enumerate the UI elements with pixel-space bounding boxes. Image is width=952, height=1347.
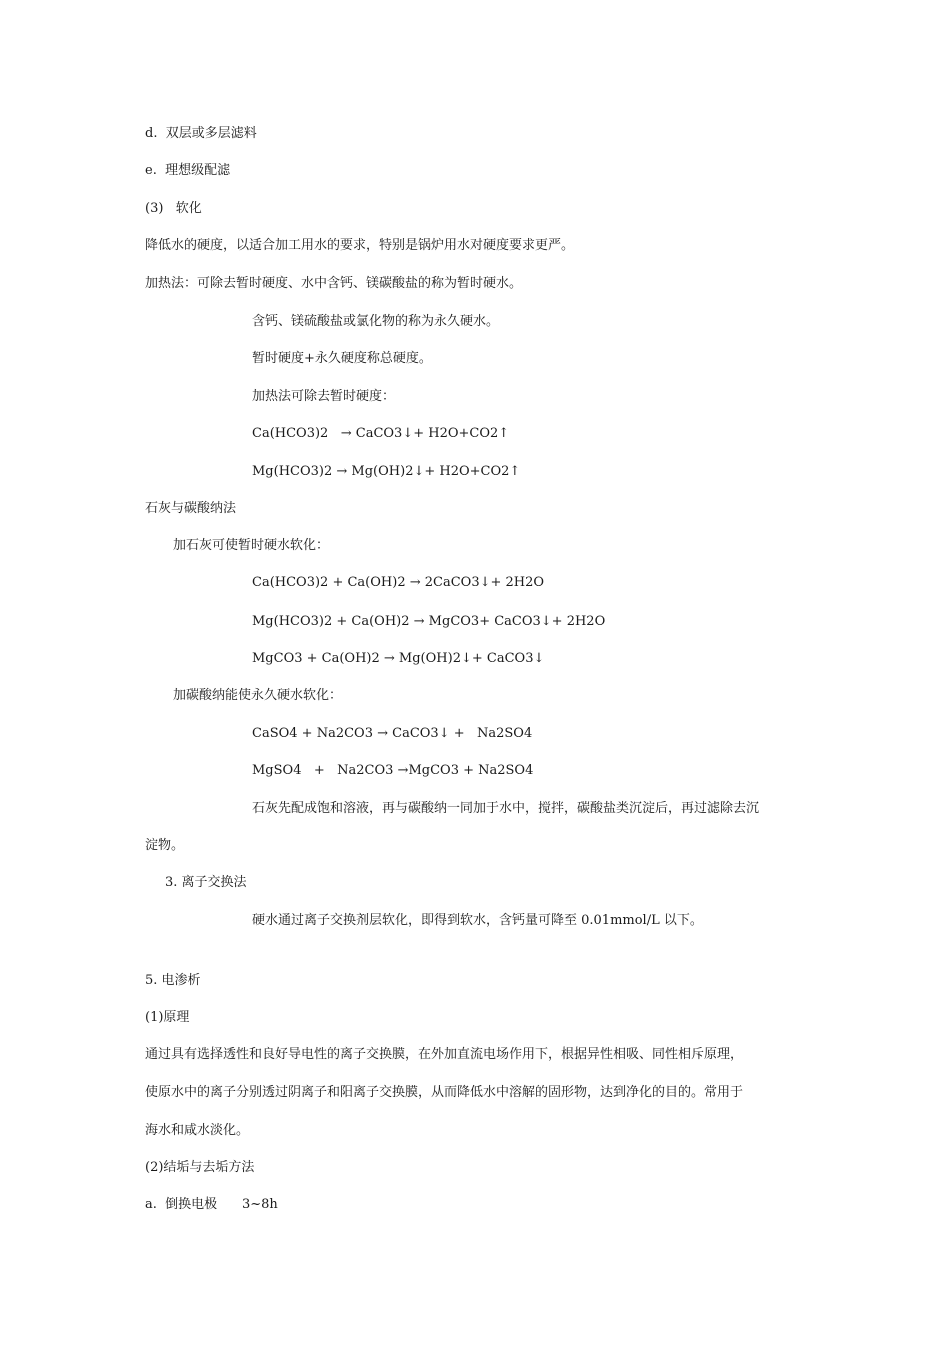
subheading: 石灰与碳酸纳法 xyxy=(145,501,237,516)
equation: Ca(HCO3)2 + Ca(OH)2 → 2CaCO3↓+ 2H2O xyxy=(252,575,545,590)
paragraph: 加碳酸纳能使永久硬水软化： xyxy=(173,688,343,703)
equation: CaSO4 + Na2CO3 → CaCO3↓ + Na2SO4 xyxy=(252,726,533,741)
paragraph: 淀物。 xyxy=(145,838,185,853)
paragraph: 加石灰可使暂时硬水软化： xyxy=(173,538,330,553)
subheading: (1)原理 xyxy=(145,1010,190,1025)
subheading: (2)结垢与去垢方法 xyxy=(145,1160,255,1175)
paragraph: 含钙、镁硫酸盐或氯化物的称为永久硬水。 xyxy=(252,314,500,329)
equation: MgSO4 + Na2CO3 →MgCO3 + Na2SO4 xyxy=(252,763,534,778)
list-item-e: e. 理想级配滤 xyxy=(145,163,231,178)
paragraph: 石灰先配成饱和溶液，再与碳酸纳一同加于水中，搅拌，碳酸盐类沉淀后，再过滤除去沉 xyxy=(252,801,760,816)
paragraph: 降低水的硬度，以适合加工用水的要求，特别是锅炉用水对硬度要求更严。 xyxy=(145,238,575,253)
section-heading-softening: (3) 软化 xyxy=(145,201,202,216)
paragraph: 暂时硬度+永久硬度称总硬度。 xyxy=(252,351,432,366)
paragraph: 使原水中的离子分别透过阴离子和阳离子交换膜，从而降低水中溶解的固形物，达到净化的目的。常用于 xyxy=(145,1085,744,1100)
paragraph: 加热法可除去暂时硬度： xyxy=(252,389,396,404)
section-heading-electrodialysis: 5. 电渗析 xyxy=(145,973,201,988)
paragraph: 加热法：可除去暂时硬度、水中含钙、镁碳酸盐的称为暂时硬水。 xyxy=(145,276,523,291)
section-heading-ion-exchange: 3. 离子交换法 xyxy=(165,875,247,890)
equation: Mg(HCO3)2 → Mg(OH)2↓+ H2O+CO2↑ xyxy=(252,464,521,479)
list-item-a: a. 倒换电极 3~8h xyxy=(145,1197,278,1212)
equation: Ca(HCO3)2 → CaCO3↓+ H2O+CO2↑ xyxy=(252,426,510,441)
equation: MgCO3 + Ca(OH)2 → Mg(OH)2↓+ CaCO3↓ xyxy=(252,651,545,666)
equation: Mg(HCO3)2 + Ca(OH)2 → MgCO3+ CaCO3↓+ 2H2O xyxy=(252,614,606,629)
paragraph: 硬水通过离子交换剂层软化，即得到软水，含钙量可降至 0.01mmol/L 以下。 xyxy=(252,913,703,928)
paragraph: 通过具有选择透性和良好导电性的离子交换膜，在外加直流电场作用下，根据异性相吸、同性相斥原理， xyxy=(145,1047,744,1062)
list-item-d: d. 双层或多层滤料 xyxy=(145,126,257,141)
paragraph: 海水和咸水淡化。 xyxy=(145,1123,250,1138)
